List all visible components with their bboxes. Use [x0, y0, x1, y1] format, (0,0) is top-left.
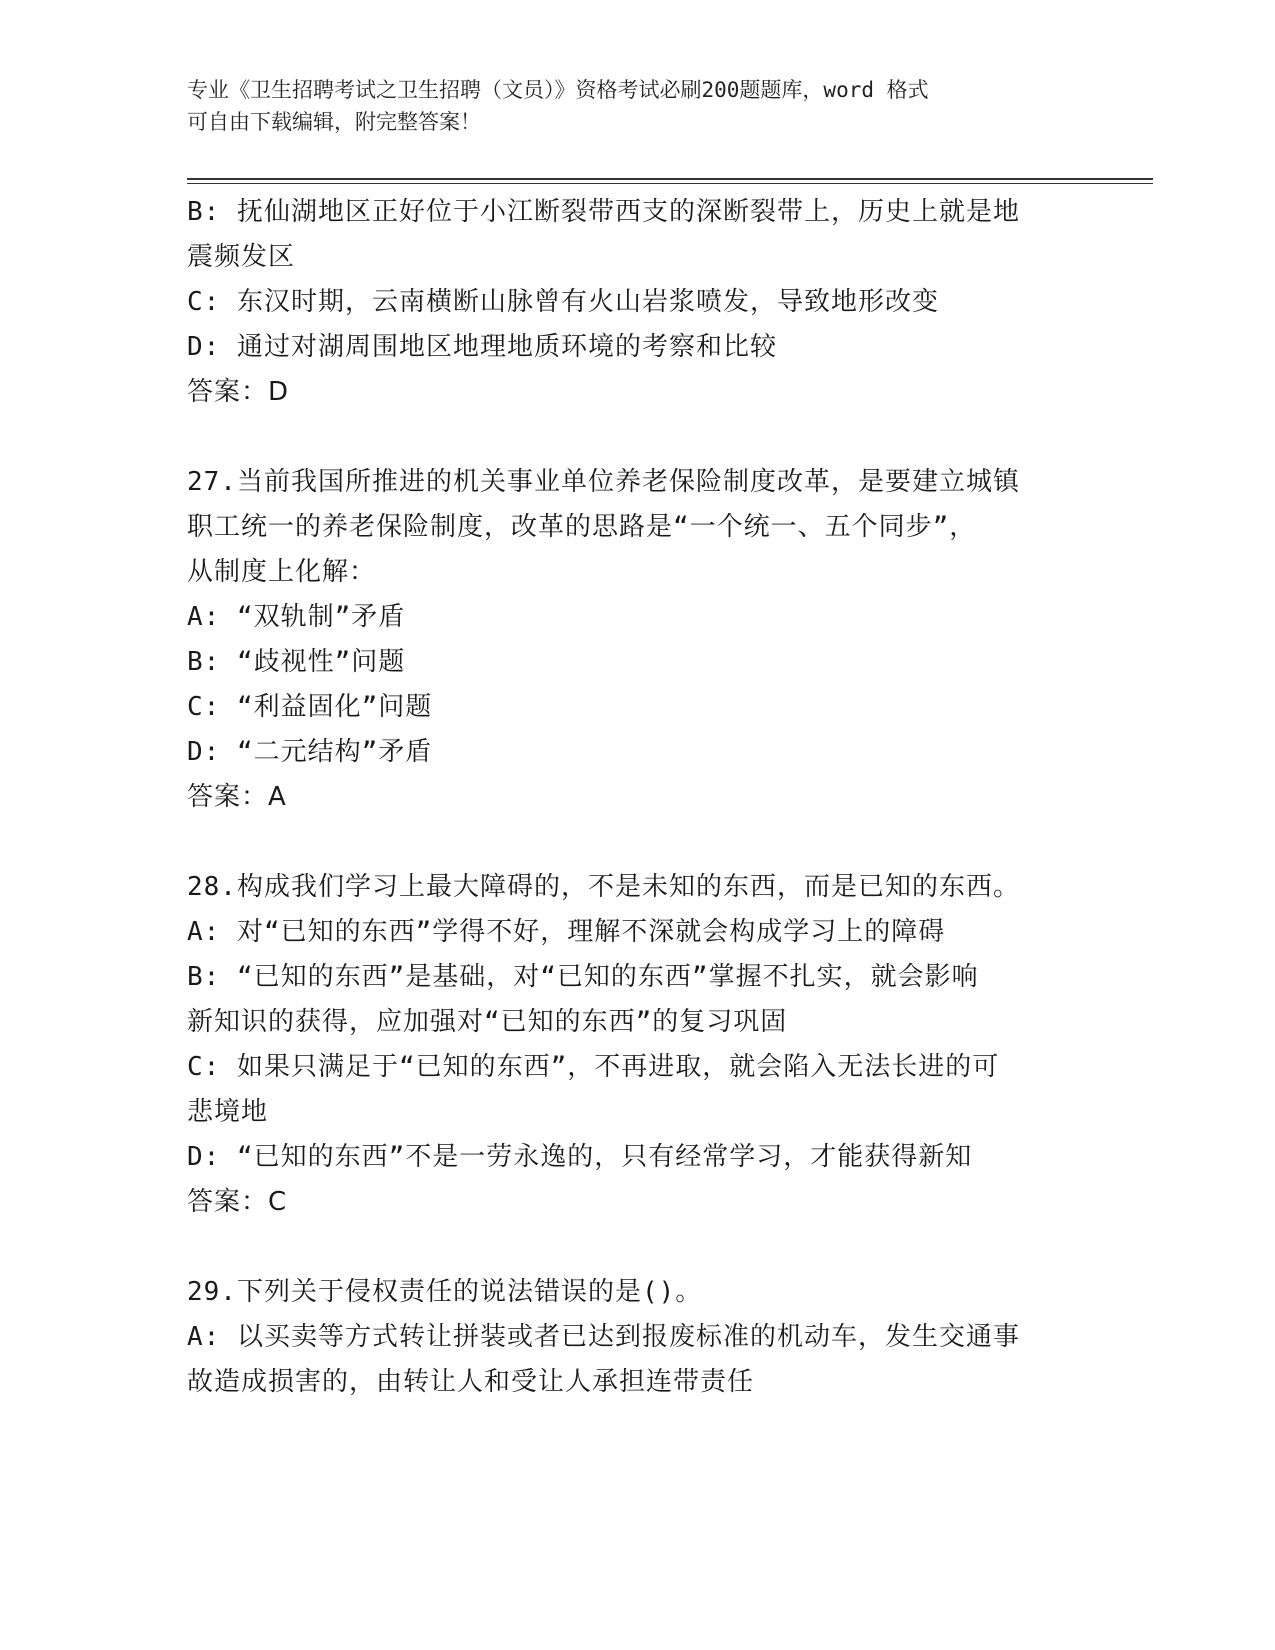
question-stem: 28.构成我们学习上最大障碍的，不是未知的东西，而是已知的东西。	[187, 872, 1020, 902]
question-stem-line-1: 27.当前我国所推进的机关事业单位养老保险制度改革，是要建立城镇	[187, 467, 1020, 497]
option-a-line-2: 故造成损害的，由转让人和受让人承担连带责任	[187, 1367, 755, 1397]
question-stem-line-2: 职工统一的养老保险制度，改革的思路是“一个统一、五个同步”，	[187, 512, 977, 542]
option-b-line-2: 震频发区	[187, 242, 296, 272]
question-26-remainder	[187, 190, 1077, 415]
option-c-line-1: C: 如果只满足于“已知的东西”，不再进取，就会陷入无法长进的可	[187, 1052, 1000, 1082]
question-stem-line-3: 从制度上化解：	[187, 557, 377, 587]
document-header	[187, 74, 1067, 138]
answer: 答案：C	[187, 1187, 288, 1217]
option-a-line-1: A: 以买卖等方式转让拼装或者已达到报废标准的机动车，发生交通事	[187, 1322, 1020, 1352]
header-rule-thin	[187, 183, 1153, 184]
option-a: A: 对“已知的东西”学得不好，理解不深就会构成学习上的障碍	[187, 917, 946, 947]
question-content	[187, 190, 1077, 1405]
question-28	[187, 865, 1077, 1225]
option-d: D: “二元结构”矛盾	[187, 737, 433, 767]
answer: 答案：A	[187, 782, 287, 812]
option-b-line-1: B: 抚仙湖地区正好位于小江断裂带西支的深断裂带上，历史上就是地	[187, 197, 1020, 227]
option-d: D: 通过对湖周围地区地理地质环境的考察和比较	[187, 332, 777, 362]
question-stem: 29.下列关于侵权责任的说法错误的是()。	[187, 1277, 703, 1307]
header-line-2: 可自由下载编辑，附完整答案！	[187, 110, 481, 134]
option-c: C: “利益固化”问题	[187, 692, 433, 722]
spacer	[187, 415, 1077, 460]
option-c-line-2: 悲境地	[187, 1097, 269, 1127]
question-29	[187, 1270, 1077, 1405]
header-line-1: 专业《卫生招聘考试之卫生招聘（文员）》资格考试必刷200题题库，word 格式	[187, 78, 929, 102]
spacer	[187, 1225, 1077, 1270]
question-27	[187, 460, 1077, 820]
option-d: D: “已知的东西”不是一劳永逸的，只有经常学习，才能获得新知	[187, 1142, 973, 1172]
option-c: C: 东汉时期，云南横断山脉曾有火山岩浆喷发，导致地形改变	[187, 287, 939, 317]
option-b-line-1: B: “已知的东西”是基础，对“已知的东西”掌握不扎实，就会影响	[187, 962, 979, 992]
header-rule-thick	[187, 178, 1153, 180]
spacer	[187, 820, 1077, 865]
option-a: A: “双轨制”矛盾	[187, 602, 406, 632]
answer: 答案：D	[187, 377, 290, 407]
option-b: B: “歧视性”问题	[187, 647, 406, 677]
option-b-line-2: 新知识的获得，应加强对“已知的东西”的复习巩固	[187, 1007, 788, 1037]
